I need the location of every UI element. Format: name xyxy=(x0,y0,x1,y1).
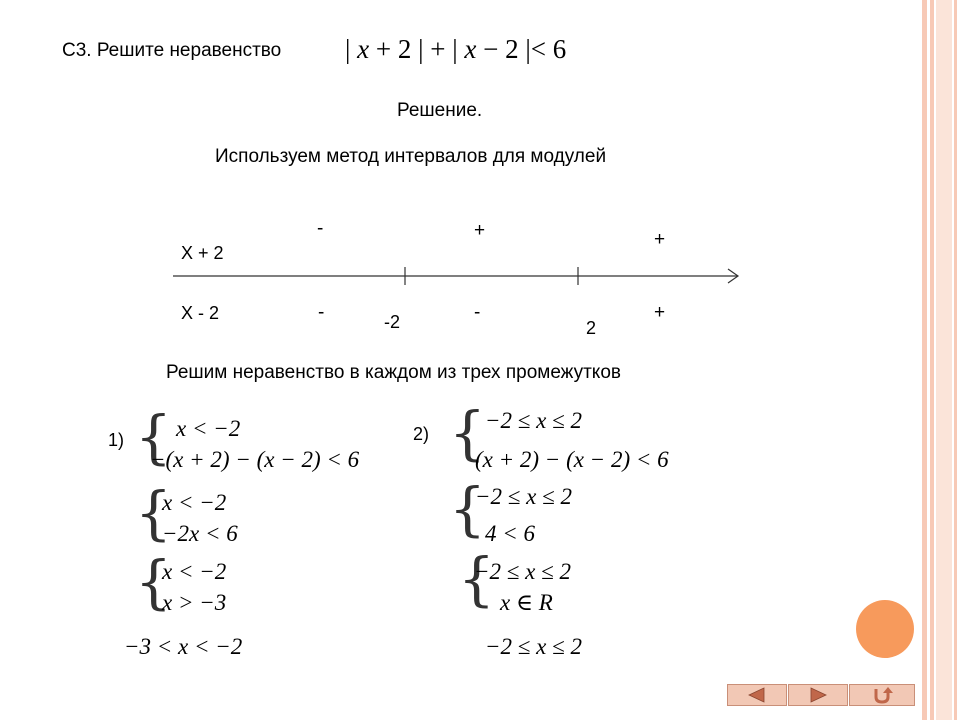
prev-slide-button[interactable] xyxy=(727,684,787,706)
return-button[interactable] xyxy=(849,684,915,706)
case2-system2-line2: 4 < 6 xyxy=(485,521,536,546)
case1-system1-line2: −(x + 2) − (x − 2) < 6 xyxy=(150,447,360,472)
case1-system3-line2: x > −3 xyxy=(162,590,227,615)
sign-row1-interval2: + xyxy=(474,220,486,241)
solution-heading: Решение. xyxy=(397,100,483,121)
brace-icon: { xyxy=(135,479,172,547)
sign-row2-interval1: - xyxy=(318,302,325,323)
triangle-left-icon xyxy=(746,687,768,703)
row-label-x-minus-2: X - 2 xyxy=(181,303,220,323)
case2-system1-line2: (x + 2) − (x − 2) < 6 xyxy=(475,447,669,472)
case1-system3-line1: x < −2 xyxy=(162,559,227,584)
case2-number: 2) xyxy=(413,424,430,444)
row-label-x-plus-2: X + 2 xyxy=(181,243,224,263)
case2-system3-line2: x ∈ R xyxy=(500,590,553,615)
case1-system2-line1: x < −2 xyxy=(162,490,227,515)
brace-icon: { xyxy=(449,399,486,467)
case2-system2-line1: −2 ≤ x ≤ 2 xyxy=(475,484,572,509)
brace-icon: { xyxy=(135,403,172,471)
case2-system3-line1: −2 ≤ x ≤ 2 xyxy=(474,559,571,584)
case1-system1-line1: x < −2 xyxy=(176,416,241,441)
brace-icon: { xyxy=(135,548,172,616)
sign-row2-interval3: + xyxy=(654,302,666,323)
problem-expression: | x + 2 | + | x − 2 |< 6 xyxy=(345,34,567,64)
problem-label: С3. Решите неравенство xyxy=(62,40,282,61)
case1-system2-line2: −2x < 6 xyxy=(162,521,238,546)
next-slide-button[interactable] xyxy=(788,684,848,706)
sign-row1-interval3: + xyxy=(654,229,666,250)
intervals-heading: Решим неравенство в каждом из трех промежутков xyxy=(166,362,621,383)
point-label-minus-2: -2 xyxy=(384,312,401,332)
case1-number: 1) xyxy=(108,430,125,450)
brace-icon: { xyxy=(458,545,495,613)
method-text: Используем метод интервалов для модулей xyxy=(215,146,607,167)
sign-row1-interval1: - xyxy=(317,218,324,239)
sign-row2-interval2: - xyxy=(474,302,481,323)
return-arrow-icon xyxy=(871,686,893,704)
point-label-plus-2: 2 xyxy=(586,318,597,338)
decorative-circle xyxy=(856,600,914,658)
triangle-right-icon xyxy=(807,687,829,703)
case2-system1-line1: −2 ≤ x ≤ 2 xyxy=(485,408,582,433)
case2-answer: −2 ≤ x ≤ 2 xyxy=(485,634,582,659)
number-line xyxy=(170,255,760,295)
decorative-stripes xyxy=(922,0,960,720)
brace-icon: { xyxy=(449,475,486,543)
case1-answer: −3 < x < −2 xyxy=(124,634,243,659)
